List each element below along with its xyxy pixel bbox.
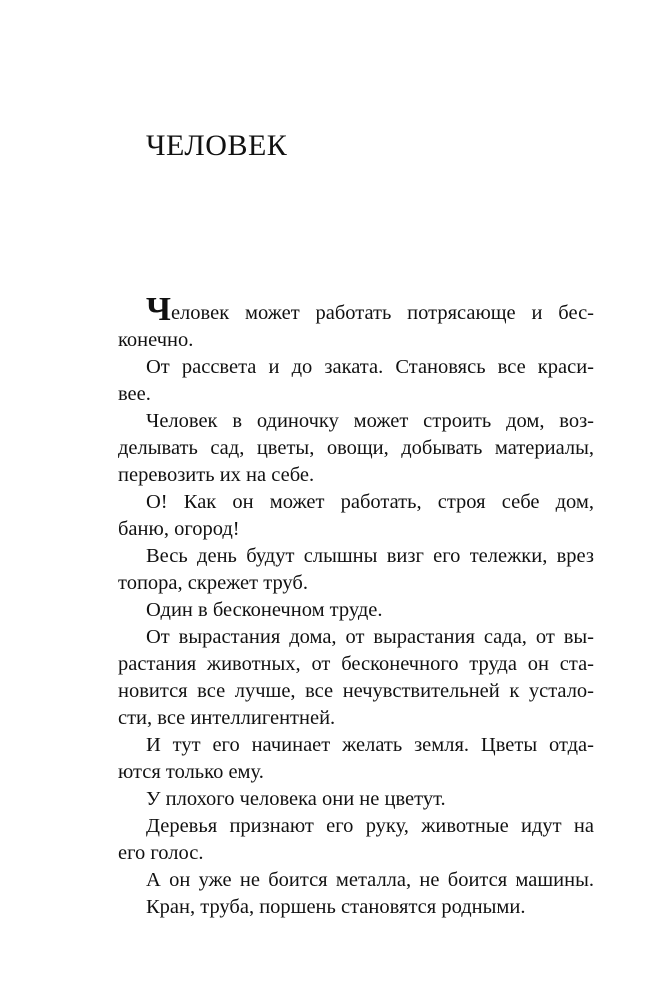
text-line-content: топора, скрежет труб. [118, 572, 308, 594]
text-line [118, 435, 594, 462]
text-line [118, 624, 594, 651]
text-line [118, 516, 594, 543]
text-line-content: У плохого человека они не цветут. [146, 788, 446, 810]
text-line-content: Весь день будут слышны визг его тележки, врез [146, 545, 594, 567]
text-line [118, 291, 594, 328]
text-line-content: его голос. [118, 842, 204, 864]
text-line-content: Кран, труба, поршень становятся родными. [146, 896, 526, 918]
text-line-content: А он уже не боится металла, не боится машины. [146, 869, 594, 891]
text-line-content: От вырастания дома, от вырастания сада, от вы- [146, 626, 594, 648]
text-line-content: И тут его начинает желать земля. Цветы отда- [146, 734, 594, 756]
text-line [118, 732, 594, 759]
text-line-content: О! Как он может работать, строя себе дом, [146, 491, 594, 513]
text-line [118, 462, 594, 489]
text-line [118, 813, 594, 840]
text-line [118, 408, 594, 435]
text-line [118, 840, 594, 867]
text-line-content: делывать сад, цветы, овощи, добывать материалы, [118, 437, 594, 459]
text-line [118, 570, 594, 597]
text-line-content: сти, все интеллигентней. [118, 707, 336, 729]
text-line [118, 489, 594, 516]
chapter-title: ЧЕЛОВЕК [146, 129, 288, 162]
text-line-content: ются только ему. [118, 761, 264, 783]
text-line-content: Один в бесконечном труде. [146, 599, 383, 621]
text-line-content: еловек может работать потрясающе и бес- [170, 302, 594, 324]
text-line [118, 678, 594, 705]
text-line [118, 543, 594, 570]
text-line-content: Человек в одиночку может строить дом, воз- [146, 410, 594, 432]
text-line [118, 894, 594, 921]
text-line [118, 597, 594, 624]
text-line-content: растания животных, от бесконечного труда он ста- [118, 653, 594, 675]
text-line [118, 381, 594, 408]
text-line [118, 354, 594, 381]
text-line-content: вее. [118, 383, 151, 405]
text-line-content: перевозить их на себе. [118, 464, 315, 486]
text-line-content: баню, огород! [118, 518, 240, 540]
drop-cap: Ч [146, 291, 171, 328]
text-line [118, 759, 594, 786]
body-text [118, 291, 594, 921]
text-line [118, 327, 594, 354]
text-line-content: конечно. [118, 329, 194, 351]
text-line-content: Деревья признают его руку, животные идут на [146, 815, 594, 837]
text-line [118, 786, 594, 813]
text-line [118, 867, 594, 894]
text-line-content: От рассвета и до заката. Становясь все краси- [146, 356, 594, 378]
text-line [118, 651, 594, 678]
text-line-content: новится все лучше, все нечувствительней к устало- [118, 680, 594, 702]
text-line [118, 705, 594, 732]
